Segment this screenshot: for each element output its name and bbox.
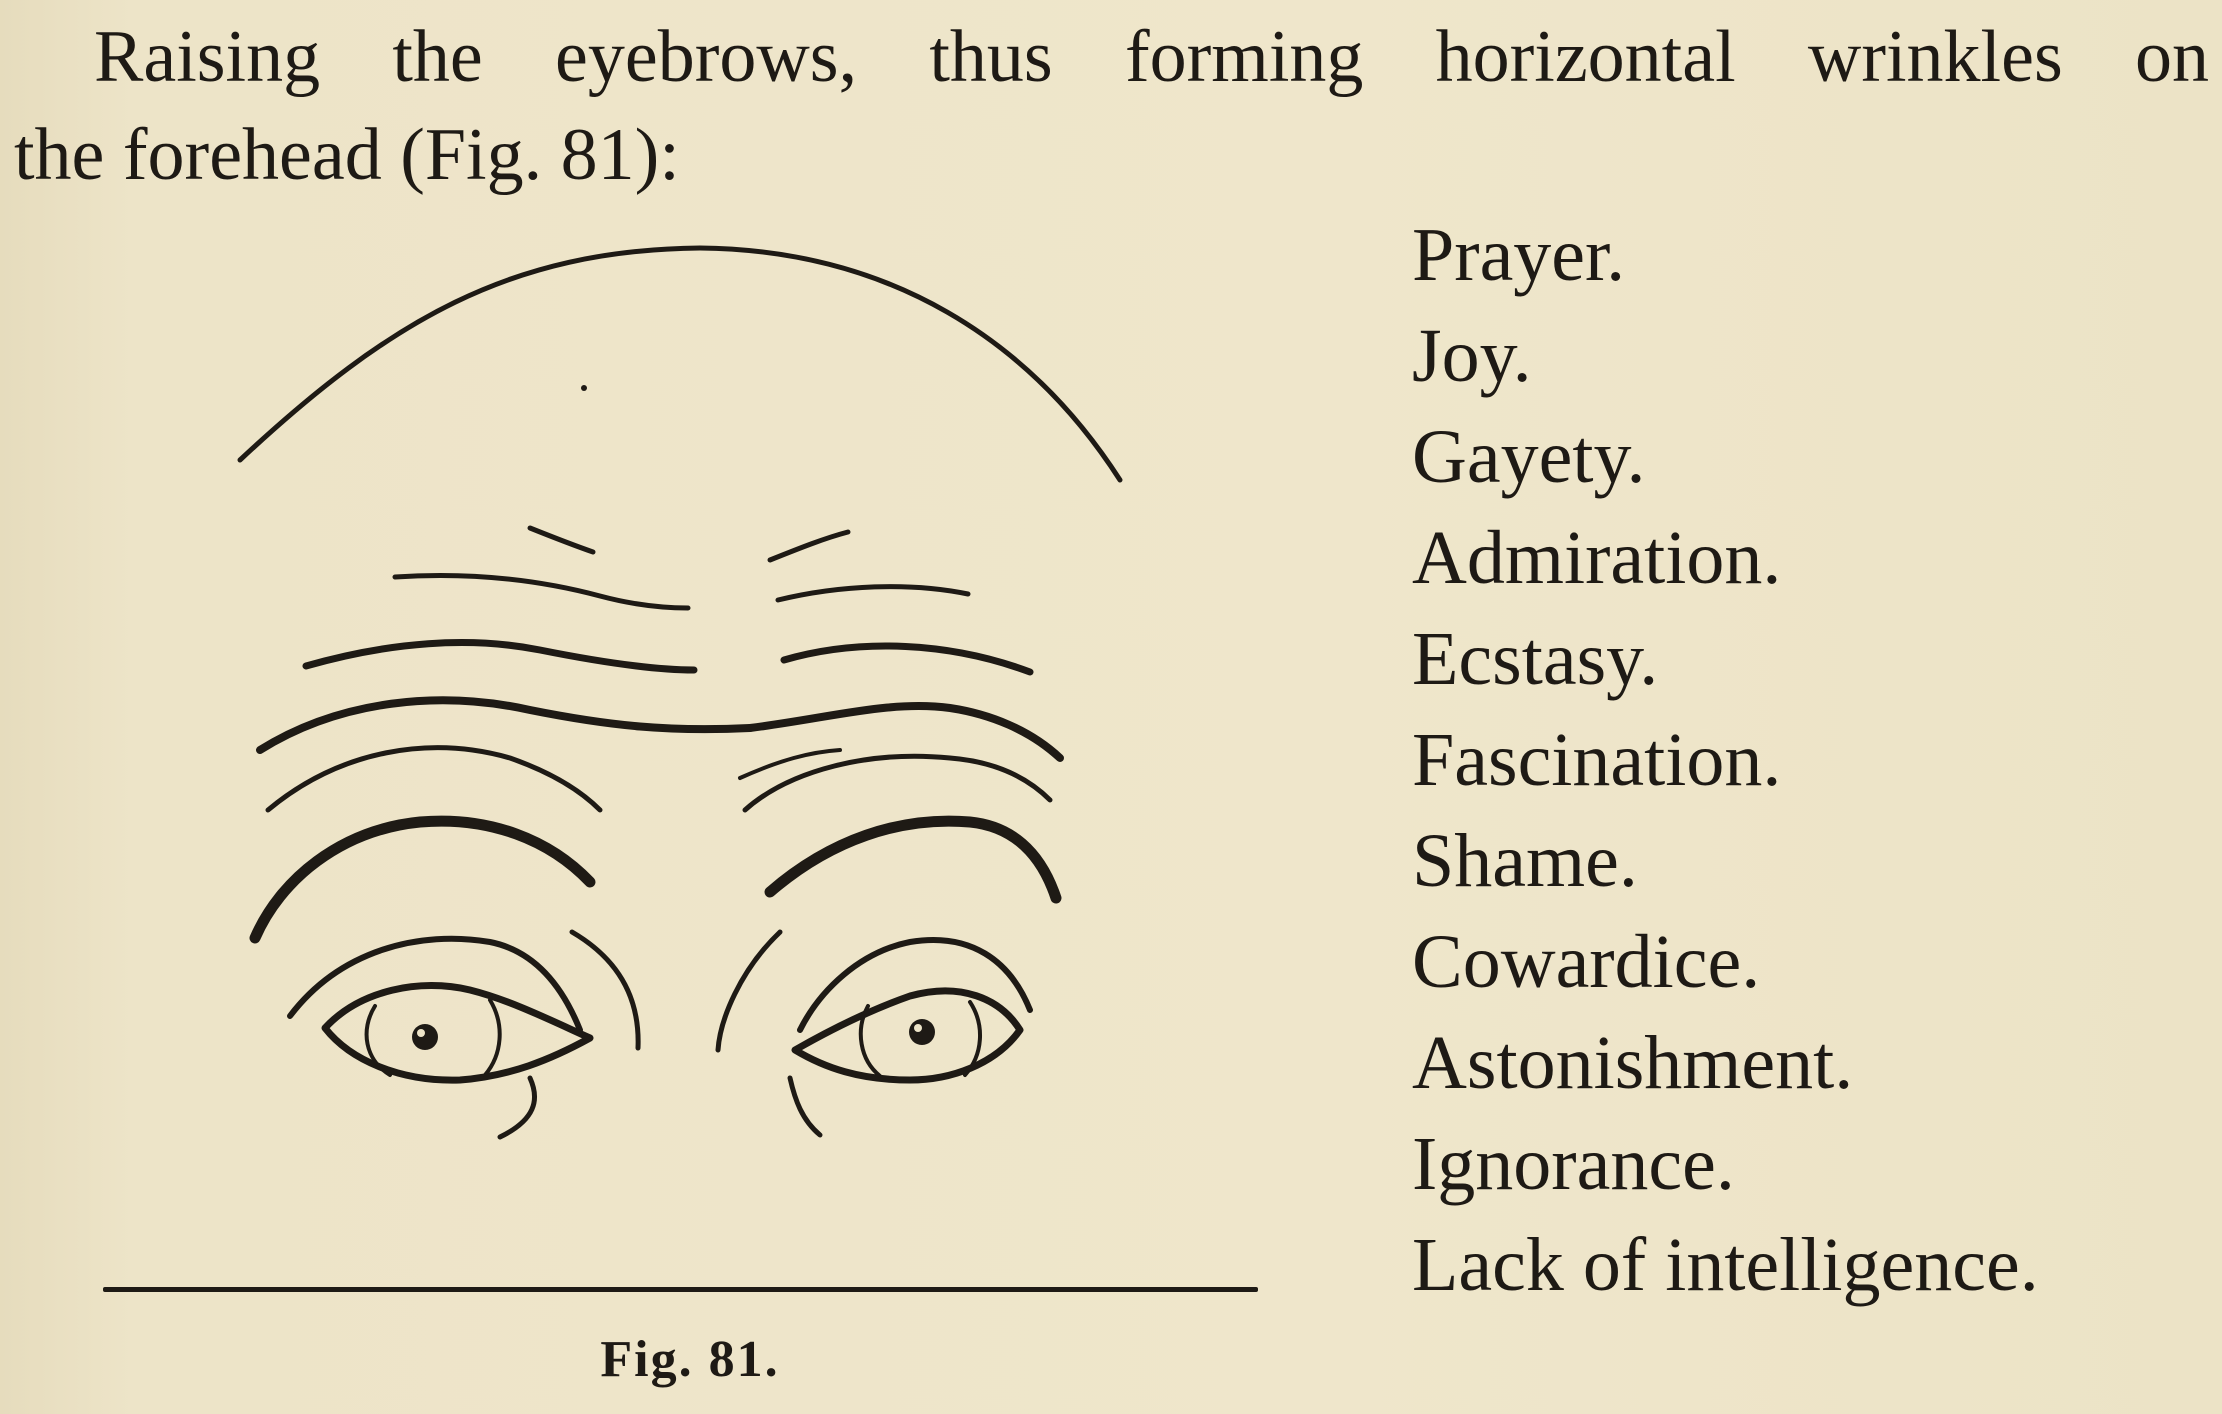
intro-line-1: Raising the eyebrows, thus forming horizontal wrinkles on xyxy=(94,16,2209,98)
intro-paragraph xyxy=(14,8,2214,204)
wrinkle-row4-right-lower xyxy=(745,756,1050,810)
eyebrow-left xyxy=(255,821,590,938)
wrinkle-row4-left xyxy=(260,700,750,750)
figure-81 xyxy=(90,230,1270,1388)
wrinkle-row4-left-lower xyxy=(268,748,600,810)
emotion-item: Astonishment. xyxy=(1412,1021,1854,1105)
emotion-item: Lack of intelligence. xyxy=(1412,1223,2039,1307)
forehead-illustration xyxy=(90,230,1270,1290)
emotion-list xyxy=(1412,205,2039,1316)
figure-rule xyxy=(103,1287,1258,1292)
left-eye-pupil xyxy=(412,1024,438,1050)
figure-caption: Fig. 81. xyxy=(600,1331,780,1388)
right-eye-highlight xyxy=(914,1024,922,1032)
wrinkle-row3-left xyxy=(306,643,694,670)
left-eye-lower-lash xyxy=(500,1078,535,1137)
wrinkle-upper-left xyxy=(530,528,593,552)
emotion-item: Joy. xyxy=(1412,314,1532,398)
forehead-dot xyxy=(581,385,587,391)
left-eye-iris-right xyxy=(485,1000,500,1075)
emotion-item: Cowardice. xyxy=(1412,920,1761,1004)
right-eye-pupil xyxy=(909,1019,935,1045)
wrinkle-row4-right xyxy=(750,706,1060,758)
wrinkle-upper-right xyxy=(770,532,848,560)
left-eye-highlight xyxy=(417,1029,425,1037)
wrinkle-row4-right-extra xyxy=(740,750,840,778)
emotion-item: Prayer. xyxy=(1412,213,1626,297)
eyebrow-right xyxy=(770,821,1056,898)
emotion-item: Gayety. xyxy=(1412,415,1646,499)
emotion-item: Ecstasy. xyxy=(1412,617,1659,701)
intro-line-2: the forehead (Fig. 81): xyxy=(14,114,680,196)
right-eye-upper-lid xyxy=(800,940,1030,1030)
right-eye-iris xyxy=(861,1006,880,1076)
wrinkle-row3-right xyxy=(784,646,1030,672)
emotion-item: Ignorance. xyxy=(1412,1122,1735,1206)
wrinkle-row2-right xyxy=(778,587,968,600)
right-eye-lower-lash xyxy=(790,1078,820,1135)
emotion-item: Shame. xyxy=(1412,819,1638,903)
emotion-item: Admiration. xyxy=(1412,516,1782,600)
wrinkle-row2-left xyxy=(395,576,688,608)
right-eye-outline xyxy=(795,991,1020,1080)
head-outline xyxy=(240,248,1120,480)
nose-line-right xyxy=(718,932,780,1050)
emotion-item: Fascination. xyxy=(1412,718,1782,802)
